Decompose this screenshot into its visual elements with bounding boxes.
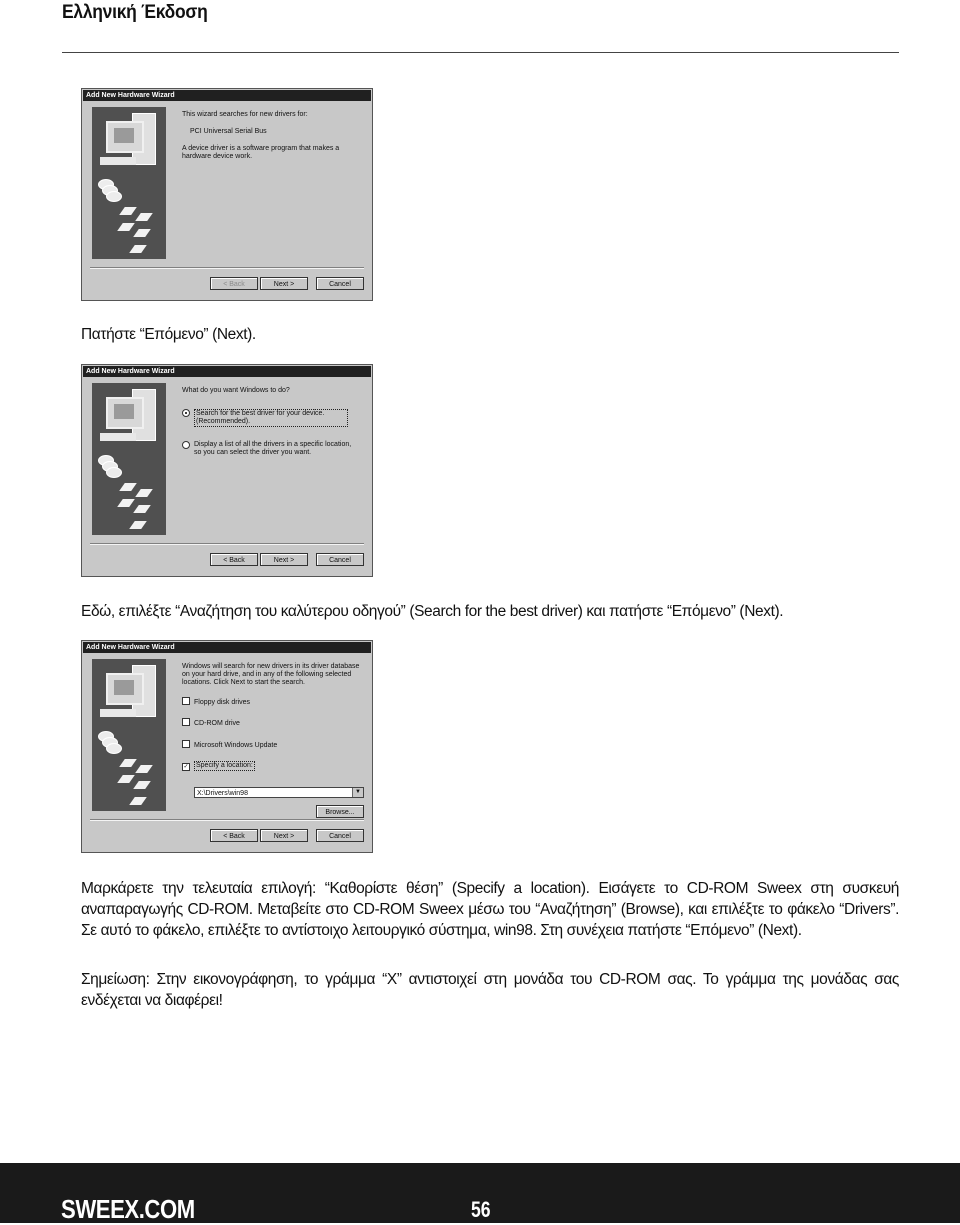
wizard-titlebar: Add New Hardware Wizard [83, 642, 371, 653]
cancel-button[interactable]: Cancel [316, 553, 364, 566]
checkbox-cdrom[interactable] [182, 718, 362, 728]
back-button[interactable]: < Back [210, 553, 258, 566]
page-footer [0, 1163, 960, 1223]
checkbox-windows-update[interactable] [182, 740, 362, 750]
option-label: Display a list of all the drivers in a specific location, so you can select the driver you want. [194, 441, 352, 456]
checkbox-checked-icon[interactable]: ✓ [183, 764, 189, 770]
wizard-screenshot-3 [81, 640, 373, 853]
checkbox-floppy[interactable] [182, 697, 362, 707]
note-text: Σημείωση: Στην εικονογράφηση, το γράμμα “X” αντιστοιχεί στη μονάδα του CD-ROM σας. Το γράμμα της μονάδας σας ενδέχεται να διαφέρει! [81, 971, 899, 1009]
wizard-screenshot-1 [81, 88, 373, 301]
checkbox-label: CD-ROM drive [194, 720, 240, 727]
option-display-list[interactable] [182, 441, 362, 457]
option-label: Search for the best driver for your device. (Recommended). [194, 409, 348, 427]
cancel-button[interactable]: Cancel [316, 829, 364, 842]
next-button[interactable]: Next > [260, 277, 308, 290]
page-header-title: Ελληνική Έκδοση [62, 2, 208, 23]
option-search-best-driver[interactable] [182, 409, 362, 427]
checkbox-label: Floppy disk drives [194, 699, 251, 706]
caption-step-2: Εδώ, επιλέξτε “Αναζήτηση του καλύτερου οδηγού” (Search for the best driver) και πατήστε “Επόμενο” (Next). [81, 603, 784, 620]
page-number: 56 [471, 1197, 491, 1222]
wizard-description: A device driver is a software program that makes a hardware device work. [182, 145, 340, 160]
wizard-separator [90, 543, 364, 545]
radio-unselected-icon[interactable] [182, 441, 190, 449]
cancel-button[interactable]: Cancel [316, 277, 364, 290]
caption-step-3: Μαρκάρετε την τελευταία επιλογή: “Καθορίστε θέση” (Specify a location). Εισάγετε το CD-ROM Sweex στη συσκευή αναπαραγωγής CD-ROM. Μεταβείτε στο CD-ROM Sweex μέσω του “Αναζήτηση” (Browse), και επιλέξτε το φάκελο “Drivers”. Σε αυτό το φάκελο, επιλέξτε το αντίστοιχο λειτουργικό σύστημα, win98. Στη συνέχεια πατήστε “Επόμενο” (Next). [81, 880, 899, 939]
wizard-screenshot-2 [81, 364, 373, 577]
location-input[interactable] [194, 787, 364, 798]
device-name: PCI Universal Serial Bus [190, 128, 267, 135]
dropdown-arrow-icon[interactable]: ▼ [352, 788, 363, 797]
next-button[interactable]: Next > [260, 829, 308, 842]
browse-button[interactable]: Browse... [316, 805, 364, 818]
checkbox-label: Microsoft Windows Update [194, 742, 278, 749]
wizard-titlebar: Add New Hardware Wizard [83, 366, 371, 377]
wizard-titlebar: Add New Hardware Wizard [83, 90, 371, 101]
hardware-illustration-icon [92, 383, 166, 535]
wizard-separator [90, 819, 364, 821]
header-divider [62, 52, 899, 53]
back-button[interactable]: < Back [210, 277, 258, 290]
wizard-separator [90, 267, 364, 269]
radio-selected-icon[interactable] [182, 409, 190, 417]
hardware-illustration-icon [92, 659, 166, 811]
wizard-question: What do you want Windows to do? [182, 387, 290, 394]
checkbox-specify-location[interactable] [182, 761, 362, 771]
wizard-intro-text: This wizard searches for new drivers for: [182, 111, 308, 118]
wizard-intro-text: Windows will search for new drivers in its driver database on your hard drive, and in any of the following selected locations. Click Next to start the search. [182, 663, 360, 686]
checkbox-icon[interactable] [182, 718, 190, 726]
checkbox-label: Specify a location: [196, 762, 253, 769]
next-button[interactable]: Next > [260, 553, 308, 566]
checkbox-icon[interactable] [182, 740, 190, 748]
location-value: X:\Drivers\win98 [197, 790, 248, 797]
brand-logo: SWEEX.COM [61, 1194, 195, 1224]
hardware-illustration-icon [92, 107, 166, 259]
back-button[interactable]: < Back [210, 829, 258, 842]
caption-step-1: Πατήστε “Επόμενο” (Next). [81, 326, 256, 343]
checkbox-icon[interactable] [182, 697, 190, 705]
